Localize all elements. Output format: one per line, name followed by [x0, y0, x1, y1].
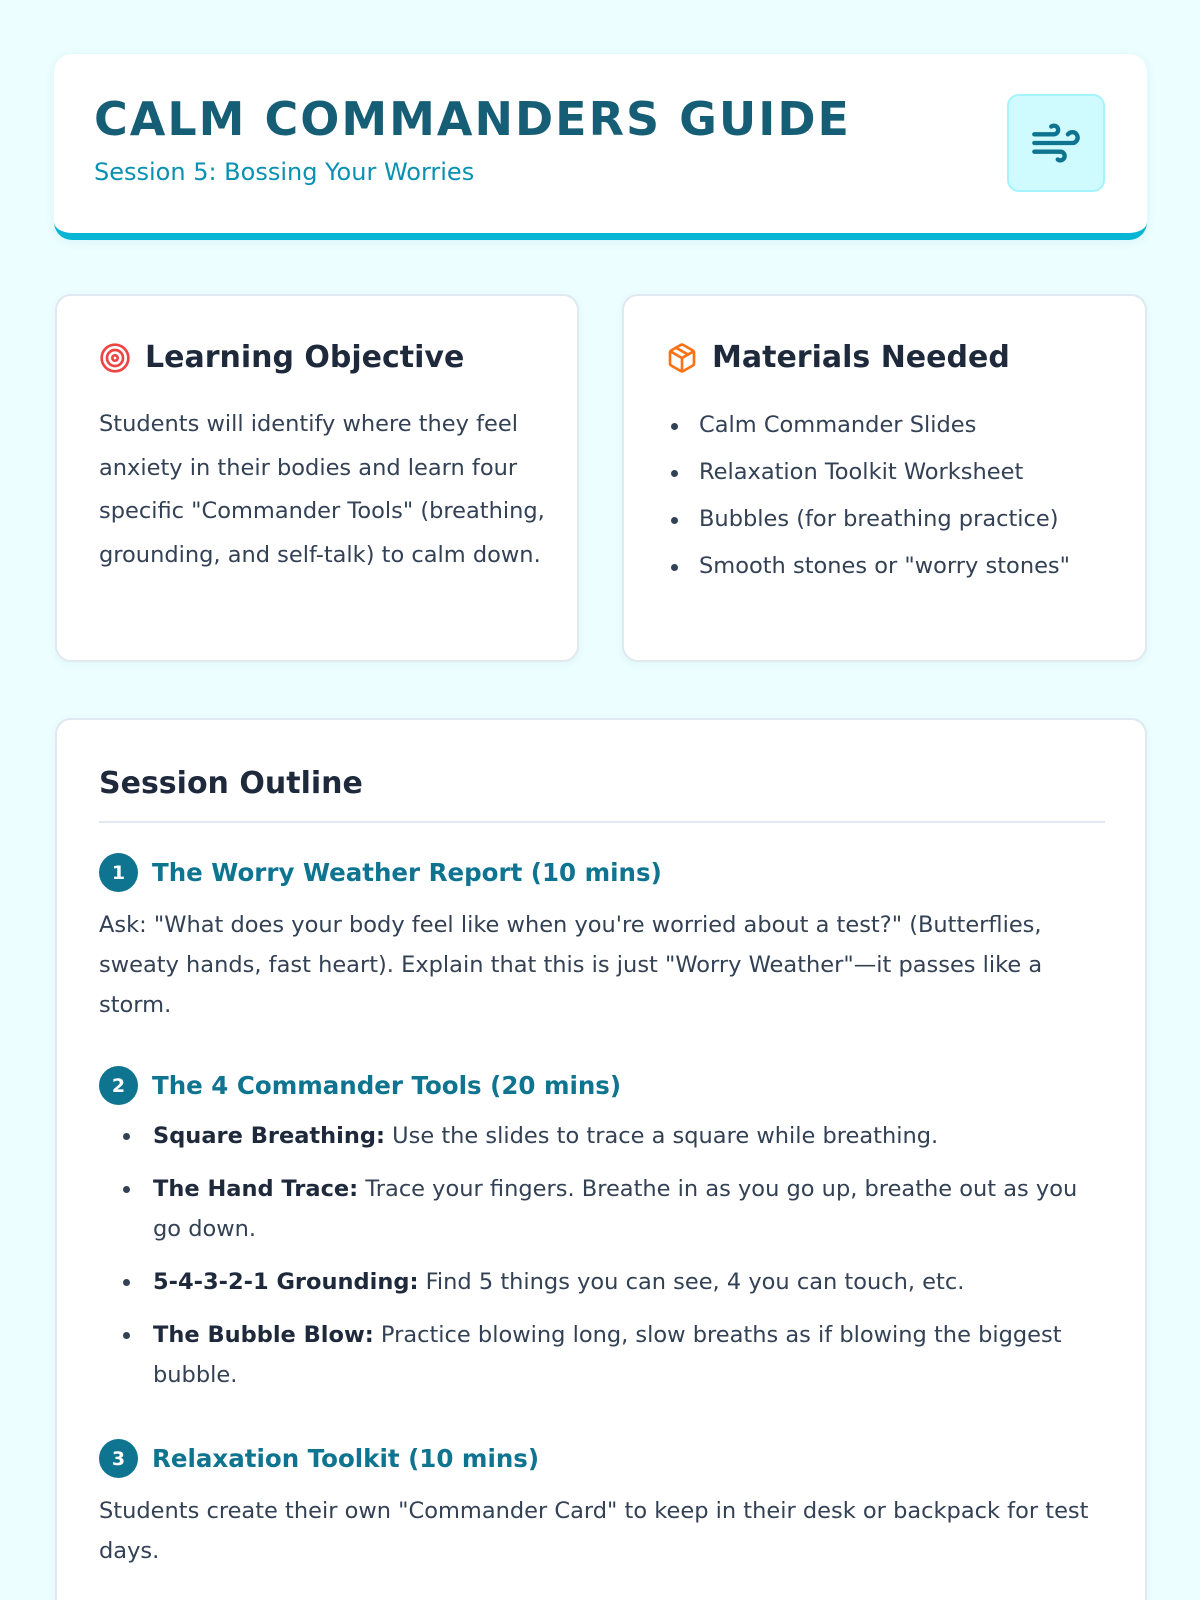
list-item: Relaxation Toolkit Worksheet	[669, 449, 1070, 496]
step-3-text: Students create their own "Commander Card" to keep in their desk or backpack for test days.	[99, 1498, 1089, 1564]
step-title: The Worry Weather Report (10 mins)	[152, 858, 662, 887]
learning-objective-card	[55, 294, 579, 662]
session-outline-card	[55, 718, 1147, 1600]
tool-description: Use the slides to trace a square while breathing.	[385, 1123, 939, 1149]
tool-name: The Bubble Blow:	[153, 1322, 374, 1348]
divider	[99, 821, 1105, 823]
learning-objective-title: Learning Objective	[145, 340, 465, 375]
page-title: CALM COMMANDERS GUIDE	[94, 92, 851, 146]
step-number-badge: 1	[99, 853, 138, 892]
learning-objective-text: Students will identify where they feel anxiety in their bodies and learn four specific "Commander Tools" (breathing, grounding, and self-talk) to calm down.	[99, 411, 545, 568]
materials-title: Materials Needed	[712, 340, 1010, 375]
wind-icon	[1030, 117, 1082, 169]
session-subtitle: Session 5: Bossing Your Worries	[94, 158, 475, 186]
header-card	[54, 54, 1147, 240]
materials-heading	[666, 340, 1010, 375]
list-item	[99, 1169, 1109, 1249]
materials-card	[622, 294, 1147, 662]
step-1-header	[99, 853, 662, 892]
list-item: Bubbles (for breathing practice)	[669, 496, 1070, 543]
step-title: The 4 Commander Tools (20 mins)	[152, 1071, 622, 1100]
header-icon-badge	[1007, 94, 1105, 192]
tool-description: Trace your fingers. Breathe in as you go up, breathe out as you go down.	[153, 1176, 1078, 1242]
session-outline-title: Session Outline	[99, 766, 363, 801]
list-item	[99, 1262, 1109, 1302]
target-icon	[99, 342, 131, 374]
step-number-badge: 2	[99, 1066, 138, 1105]
tool-name: The Hand Trace:	[153, 1176, 359, 1202]
step-1-text: Ask: "What does your body feel like when you're worried about a test?" (Butterflies, sweaty hands, fast heart). Explain that this is just "Worry Weather"—it passes like a storm.	[99, 912, 1043, 1018]
list-item: Smooth stones or "worry stones"	[669, 543, 1070, 590]
step-title: Relaxation Toolkit (10 mins)	[152, 1444, 540, 1473]
list-item	[99, 1116, 1109, 1156]
learning-objective-heading	[99, 340, 464, 375]
list-item: Calm Commander Slides	[669, 402, 1070, 449]
commander-tools-list	[99, 1116, 1109, 1408]
step-3-header	[99, 1439, 539, 1478]
list-item	[99, 1315, 1109, 1395]
tool-name: Square Breathing:	[153, 1123, 385, 1149]
tool-description: Find 5 things you can see, 4 you can touch, etc.	[418, 1269, 965, 1295]
tool-name: 5-4-3-2-1 Grounding:	[153, 1269, 419, 1295]
step-number-badge: 3	[99, 1439, 138, 1478]
step-2-header	[99, 1066, 621, 1105]
package-icon	[666, 342, 698, 374]
materials-list	[669, 402, 1070, 590]
tool-description: Practice blowing long, slow breaths as if blowing the biggest bubble.	[153, 1322, 1062, 1388]
